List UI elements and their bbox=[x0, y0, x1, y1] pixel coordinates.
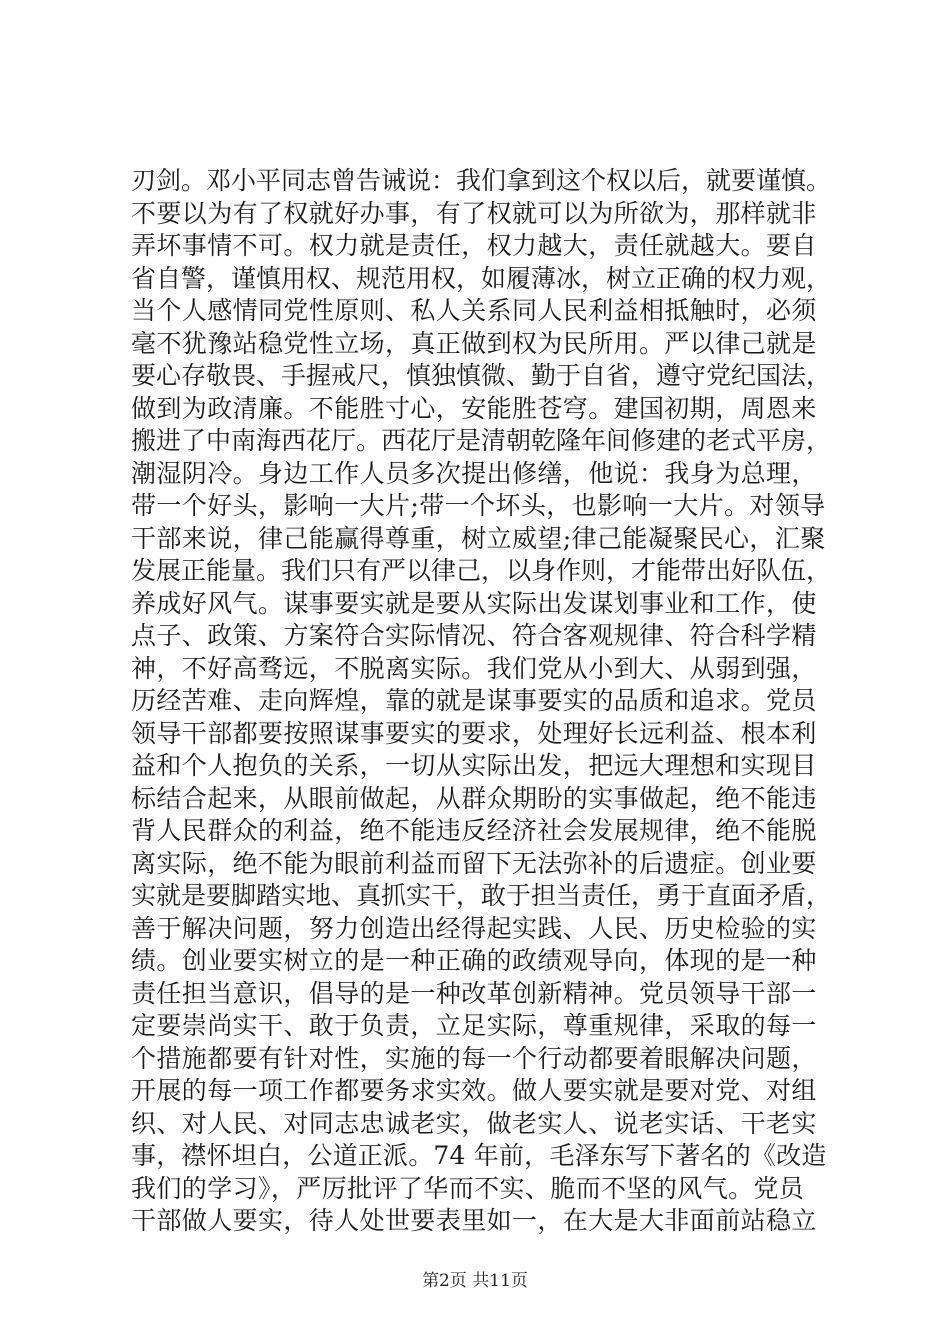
text-line: 搬进了中南海西花厅。西花厅是清朝乾隆年间修建的老式平房， bbox=[131, 426, 832, 455]
text-line: 带一个好头，影响一大片;带一个坏头，也影响一大片。对领导 bbox=[131, 491, 826, 520]
text-line: 当个人感情同党性原则、私人关系同人民利益相抵触时，必须 bbox=[131, 296, 817, 325]
text-line: 潮湿阴冷。身边工作人员多次提出修缮，他说：我身为总理， bbox=[131, 458, 817, 488]
text-line: 我们的学习》，严厉批评了华而不实、脆而不坚的风气。党员 bbox=[131, 1173, 805, 1203]
text-line: 点子、政策、方案符合实际情况、符合客观规律、符合科学精 bbox=[131, 621, 817, 650]
page-number-footer: 第2页 共11页 bbox=[422, 1271, 528, 1291]
text-line: 定要崇尚实干、敢于负责，立足实际，尊重规律，采取的每一 bbox=[131, 1011, 817, 1040]
text-line: 刃剑。邓小平同志曾告诫说：我们拿到这个权以后，就要谨慎。 bbox=[131, 166, 832, 195]
text-line: 神，不好高骛远，不脱离实际。我们党从小到大、从弱到强， bbox=[131, 653, 817, 683]
text-line: 弄坏事情不可。权力就是责任，权力越大，责任就越大。要自 bbox=[131, 231, 817, 260]
text-line: 善于解决问题，努力创造出经得起实践、人民、历史检验的实 bbox=[131, 913, 817, 943]
text-line: 织、对人民、对同志忠诚老实，做老实人、说老实话、干老实 bbox=[131, 1108, 817, 1138]
text-line: 绩。创业要实树立的是一种正确的政绩观导向，体现的是一种 bbox=[131, 946, 817, 975]
body-text bbox=[131, 165, 831, 1238]
text-line: 领导干部都要按照谋事要实的要求，处理好长远利益、根本利 bbox=[131, 718, 817, 748]
text-line: 标结合起来，从眼前做起，从群众期盼的实事做起，绝不能违 bbox=[131, 783, 817, 813]
text-line: 开展的每一项工作都要务求实效。做人要实就是要对党、对组 bbox=[131, 1076, 817, 1105]
text-line: 离实际，绝不能为眼前利益而留下无法弥补的后遗症。创业要 bbox=[131, 848, 817, 878]
text-line: 要心存敬畏、手握戒尺，慎独慎微、勤于自省，遵守党纪国法， bbox=[131, 361, 832, 390]
text-line: 历经苦难、走向辉煌，靠的就是谋事要实的品质和追求。党员 bbox=[131, 686, 817, 715]
text-line: 养成好风气。谋事要实就是要从实际出发谋划事业和工作，使 bbox=[131, 588, 817, 618]
text-line: 干部做人要实，待人处世要表里如一，在大是大非面前站稳立 bbox=[131, 1206, 817, 1235]
text-line: 个措施都要有针对性，实施的每一个行动都要着眼解决问题， bbox=[131, 1043, 817, 1073]
text-line: 事，襟怀坦白，公道正派。74 年前，毛泽东写下著名的《改造 bbox=[131, 1141, 827, 1170]
text-line: 毫不犹豫站稳党性立场，真正做到权为民所用。严以律己就是 bbox=[131, 328, 817, 358]
text-line: 省自警，谨慎用权、规范用权，如履薄冰，树立正确的权力观， bbox=[131, 263, 832, 293]
text-line: 益和个人抱负的关系，一切从实际出发，把远大理想和实现目 bbox=[131, 751, 817, 780]
text-line: 背人民群众的利益，绝不能违反经济社会发展规律，绝不能脱 bbox=[131, 816, 817, 845]
text-line: 实就是要脚踏实地、真抓实干，敢于担当责任，勇于直面矛盾， bbox=[131, 881, 832, 910]
text-line: 不要以为有了权就好办事，有了权就可以为所欲为，那样就非 bbox=[131, 198, 817, 228]
text-line: 做到为政清廉。不能胜寸心，安能胜苍穹。建国初期，周恩来 bbox=[131, 393, 817, 423]
text-line: 责任担当意识，倡导的是一种改革创新精神。党员领导干部一 bbox=[131, 978, 817, 1008]
text-line: 发展正能量。我们只有严以律己，以身作则，才能带出好队伍， bbox=[131, 556, 832, 585]
text-line: 干部来说，律己能赢得尊重，树立威望;律己能凝聚民心，汇聚 bbox=[131, 523, 826, 553]
